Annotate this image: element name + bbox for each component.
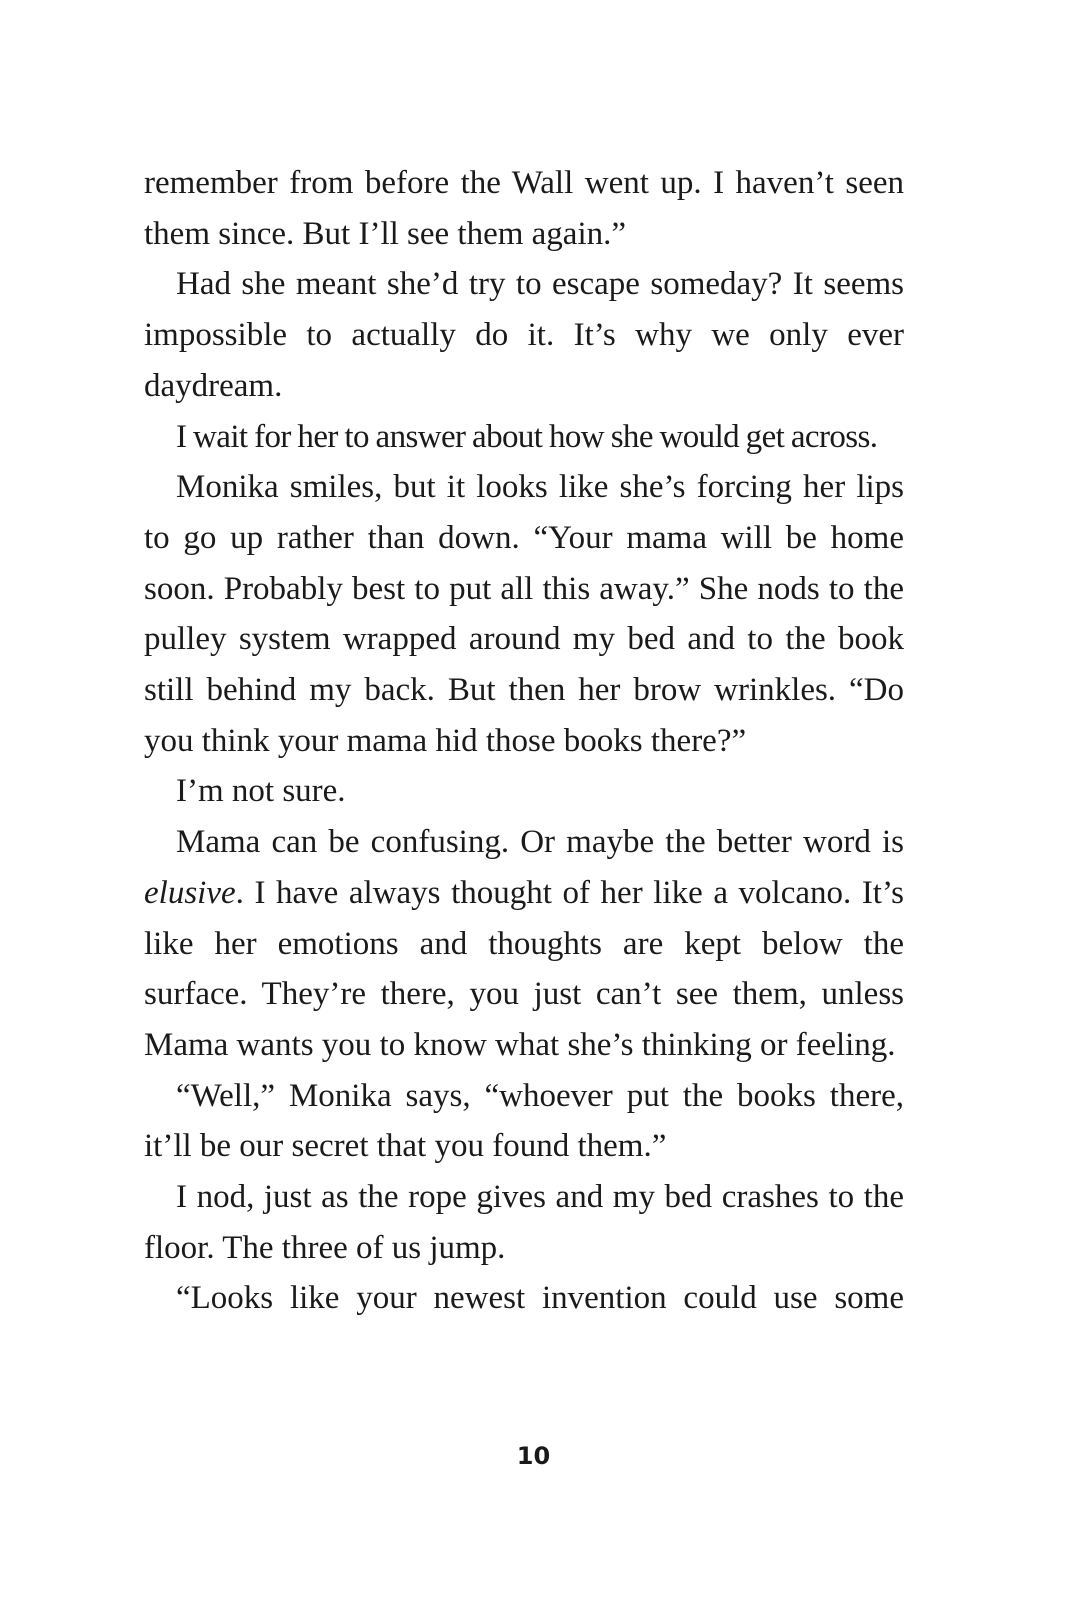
page-number: 10 xyxy=(516,1442,551,1470)
paragraph: “Well,” Monika says, “whoever put the books there, it’ll be our secret that you found them.” xyxy=(144,1077,904,1165)
paragraph xyxy=(144,817,904,1071)
paragraph-text: . I have always thought of her like a volcano. It’s like her emotions and thoughts are kept below the surface. They’re there, you just can’t see them, unless Mama wants you to know what she’s thinking or feeling. xyxy=(144,874,904,1063)
paragraph: I wait for her to answer about how she would get across. xyxy=(176,418,878,455)
paragraph: Had she meant she’d try to escape someday? It seems impossible to actually do it. It’s why we only ever daydream. xyxy=(144,266,904,404)
body-text xyxy=(144,158,904,1324)
paragraph: remember from before the Wall went up. I haven’t seen them since. But I’ll see them again.” xyxy=(144,165,904,252)
paragraph-text: Mama can be confusing. Or maybe the better word is xyxy=(176,824,904,861)
paragraph: “Looks like your newest invention could use some xyxy=(176,1280,904,1317)
paragraph: Monika smiles, but it looks like she’s forcing her lips to go up rather than down. “Your mama will be home soon. Probably best to put all this away.” She nods to the pulley system wrapped around my bed and to the book still behind my back. But then her brow wrinkles. “Do you think your mama hid those books there?” xyxy=(144,469,904,759)
paragraph: I nod, just as the rope gives and my bed crashes to the floor. The three of us jump. xyxy=(144,1179,904,1266)
emphasized-word: elusive xyxy=(144,874,236,911)
paragraph: I’m not sure. xyxy=(176,773,346,810)
